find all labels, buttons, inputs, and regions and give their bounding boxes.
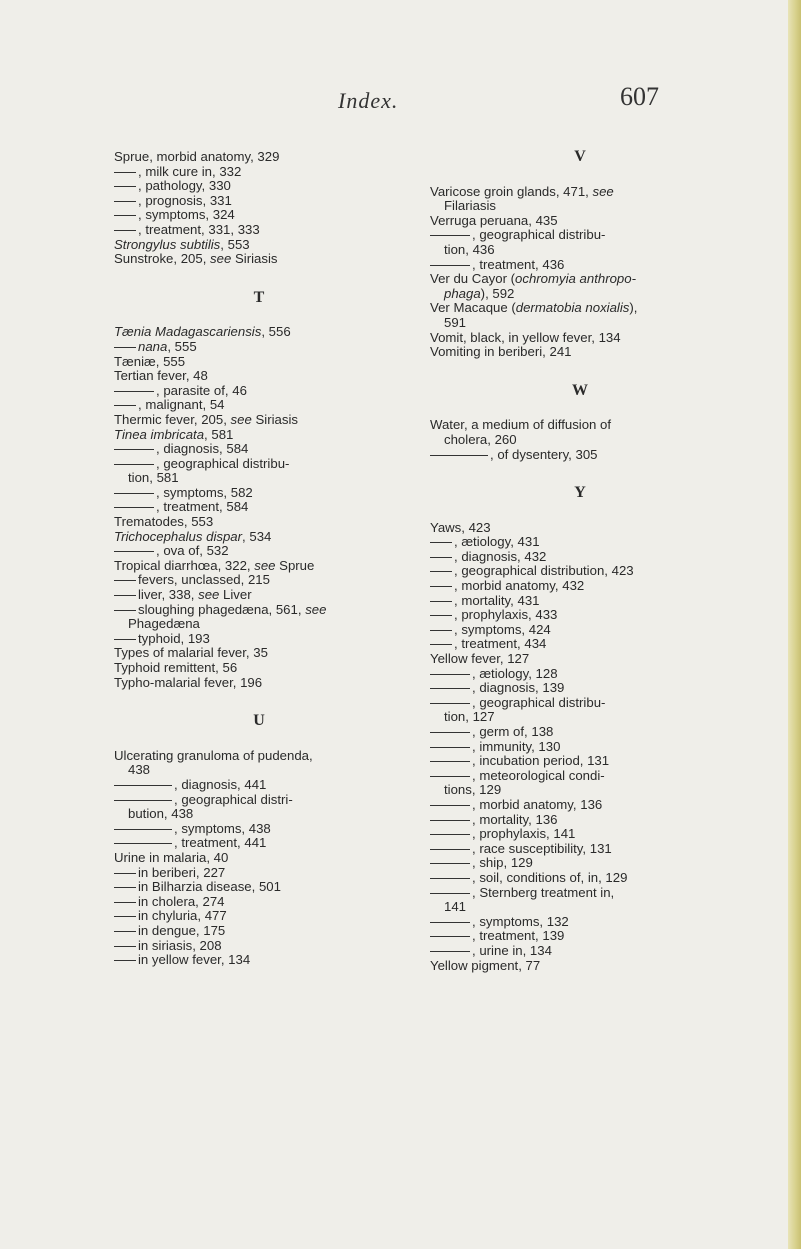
ditto-dash bbox=[114, 916, 136, 917]
ditto-dash bbox=[430, 674, 470, 675]
index-entry bbox=[430, 623, 730, 638]
entry-text: Water, a medium of diffusion of bbox=[430, 417, 612, 433]
ditto-dash bbox=[114, 172, 136, 173]
entry-text: , geographical distri- bbox=[174, 791, 293, 807]
index-entry bbox=[430, 214, 730, 229]
index-entry bbox=[114, 500, 404, 515]
running-header: Index. bbox=[338, 88, 399, 113]
index-entry-continuation bbox=[114, 471, 404, 486]
ditto-dash bbox=[114, 464, 154, 465]
entry-text: in chyluria, 477 bbox=[138, 908, 227, 924]
index-entry bbox=[114, 208, 404, 223]
index-entry bbox=[430, 448, 730, 463]
entry-text: tion, 127 bbox=[444, 709, 495, 725]
entry-text: 141 bbox=[444, 899, 467, 915]
index-entry bbox=[430, 915, 730, 930]
index-entry bbox=[430, 185, 730, 200]
ditto-dash bbox=[114, 186, 136, 187]
index-entry bbox=[430, 754, 730, 769]
ditto-dash bbox=[430, 878, 470, 879]
index-entry bbox=[430, 535, 730, 550]
entry-text: , symptoms, 424 bbox=[454, 621, 551, 637]
ditto-dash bbox=[114, 800, 172, 801]
ditto-dash bbox=[430, 893, 470, 894]
entry-text: , urine in, 134 bbox=[472, 942, 552, 958]
ditto-dash bbox=[430, 455, 488, 456]
entry-text: Ver Macaque ( bbox=[430, 300, 516, 316]
entry-text: , 581 bbox=[204, 426, 234, 442]
entry-text: , symptoms, 438 bbox=[174, 820, 271, 836]
index-entry bbox=[114, 836, 404, 851]
ditto-dash bbox=[114, 493, 154, 494]
index-entry bbox=[430, 521, 730, 536]
entry-text: Thermic fever, 205, bbox=[114, 411, 231, 427]
see-reference: see bbox=[198, 587, 220, 603]
see-reference: see bbox=[592, 183, 614, 199]
index-entry bbox=[114, 749, 404, 764]
index-entry bbox=[430, 652, 730, 667]
ditto-dash bbox=[114, 887, 136, 888]
index-entry-continuation bbox=[114, 807, 404, 822]
ditto-dash bbox=[430, 776, 470, 777]
entry-text: Yellow pigment, 77 bbox=[430, 957, 541, 973]
index-entry bbox=[430, 228, 730, 243]
entry-text: Phagedæna bbox=[128, 616, 200, 632]
entry-text: , prophylaxis, 141 bbox=[472, 826, 576, 842]
ditto-dash bbox=[430, 615, 452, 616]
index-entry bbox=[430, 798, 730, 813]
entry-text-after: ), bbox=[629, 300, 638, 316]
index-entry bbox=[114, 340, 404, 355]
index-entry bbox=[114, 223, 404, 238]
entry-text: , incubation period, 131 bbox=[472, 753, 610, 769]
index-entry bbox=[430, 929, 730, 944]
entry-italic: Tinea imbricata bbox=[114, 426, 205, 442]
entry-text: , race susceptibility, 131 bbox=[472, 840, 612, 856]
index-entry bbox=[430, 725, 730, 740]
index-entry bbox=[114, 909, 404, 924]
entry-text: tion, 436 bbox=[444, 241, 495, 257]
entry-text: , treatment, 331, 333 bbox=[138, 221, 260, 237]
index-entry bbox=[430, 258, 730, 273]
entry-text: in dengue, 175 bbox=[138, 922, 226, 938]
index-entry bbox=[114, 939, 404, 954]
index-entry bbox=[114, 676, 404, 691]
entry-text: typhoid, 193 bbox=[138, 630, 210, 646]
index-entry bbox=[114, 880, 404, 895]
ditto-dash bbox=[430, 571, 452, 572]
entry-text: in Bilharzia disease, 501 bbox=[138, 879, 281, 895]
entry-text: Filariasis bbox=[444, 198, 497, 214]
index-entry bbox=[114, 530, 404, 545]
index-entry bbox=[114, 822, 404, 837]
entry-text: , immunity, 130 bbox=[472, 738, 561, 754]
entry-text: , symptoms, 324 bbox=[138, 207, 235, 223]
index-entry bbox=[430, 594, 730, 609]
entry-text: Tertian fever, 48 bbox=[114, 368, 208, 384]
index-entry bbox=[114, 398, 404, 413]
ditto-dash bbox=[430, 747, 470, 748]
index-entry bbox=[114, 428, 404, 443]
entry-text: 591 bbox=[444, 314, 467, 330]
ditto-dash bbox=[114, 931, 136, 932]
page-number: 607 bbox=[620, 82, 659, 111]
index-entry bbox=[430, 856, 730, 871]
see-reference: see bbox=[230, 411, 252, 427]
index-entry bbox=[114, 603, 404, 618]
entry-text: , morbid anatomy, 432 bbox=[454, 578, 585, 594]
entry-text: Urine in malaria, 40 bbox=[114, 849, 229, 865]
entry-text: tion, 581 bbox=[128, 470, 179, 486]
entry-text: , Sternberg treatment in, bbox=[472, 884, 615, 900]
entry-text: Tæniæ, 555 bbox=[114, 353, 186, 369]
index-entry bbox=[114, 851, 404, 866]
index-entry bbox=[114, 866, 404, 881]
entry-text: , prognosis, 331 bbox=[138, 192, 232, 208]
ditto-dash bbox=[430, 805, 470, 806]
index-entry bbox=[114, 442, 404, 457]
index-entry bbox=[430, 418, 730, 433]
entry-text: , soil, conditions of, in, 129 bbox=[472, 869, 628, 885]
entry-text: , ætiology, 128 bbox=[472, 665, 558, 681]
index-entry bbox=[114, 194, 404, 209]
entry-text: Tropical diarrhœa, 322, bbox=[114, 557, 255, 573]
index-entry bbox=[430, 579, 730, 594]
entry-text: Vomiting in beriberi, 241 bbox=[430, 344, 572, 360]
ditto-dash bbox=[114, 946, 136, 947]
entry-text: , of dysentery, 305 bbox=[490, 446, 598, 462]
index-entry bbox=[430, 608, 730, 623]
index-entry bbox=[114, 413, 404, 428]
ditto-dash bbox=[114, 215, 136, 216]
ditto-dash bbox=[430, 542, 452, 543]
entry-text: , ova of, 532 bbox=[156, 543, 229, 559]
entry-text: in cholera, 274 bbox=[138, 893, 225, 909]
entry-text: , geographical distribu- bbox=[472, 227, 606, 243]
entry-text: 438 bbox=[128, 762, 151, 778]
see-reference: see bbox=[210, 251, 232, 267]
index-entry bbox=[430, 345, 730, 360]
ditto-dash bbox=[430, 235, 470, 236]
index-column-left bbox=[114, 150, 404, 968]
ditto-dash bbox=[114, 829, 172, 830]
ditto-dash bbox=[114, 580, 136, 581]
entry-text: bution, 438 bbox=[128, 806, 194, 822]
entry-italic: Strongylus subtilis bbox=[114, 236, 221, 252]
entry-text: in yellow fever, 134 bbox=[138, 952, 251, 968]
ditto-dash bbox=[114, 960, 136, 961]
entry-text: Typho-malarial fever, 196 bbox=[114, 674, 263, 690]
entry-text-after: Sprue bbox=[275, 557, 315, 573]
index-entry bbox=[430, 871, 730, 886]
ditto-dash bbox=[430, 863, 470, 864]
index-entry-continuation bbox=[114, 617, 404, 632]
index-entry bbox=[114, 793, 404, 808]
entry-text: Sprue, morbid anatomy, 329 bbox=[114, 149, 280, 164]
see-reference: see bbox=[305, 601, 327, 617]
index-entry bbox=[114, 924, 404, 939]
entry-text: tions, 129 bbox=[444, 782, 502, 798]
index-entry bbox=[430, 637, 730, 652]
ditto-dash bbox=[430, 849, 470, 850]
index-entry bbox=[430, 331, 730, 346]
ditto-dash bbox=[114, 201, 136, 202]
entry-text-after: Siriasis bbox=[251, 411, 298, 427]
ditto-dash bbox=[114, 347, 136, 348]
index-entry bbox=[430, 550, 730, 565]
index-entry bbox=[430, 886, 730, 901]
entry-text: Typhoid remittent, 56 bbox=[114, 660, 238, 675]
entry-text: , diagnosis, 584 bbox=[156, 441, 249, 457]
index-entry-continuation bbox=[114, 763, 404, 778]
ditto-dash bbox=[430, 703, 470, 704]
index-entry-continuation bbox=[430, 783, 730, 798]
index-entry bbox=[114, 252, 404, 267]
entry-text: , milk cure in, 332 bbox=[138, 163, 242, 179]
index-entry bbox=[114, 369, 404, 384]
ditto-dash bbox=[430, 630, 452, 631]
entry-text: in beriberi, 227 bbox=[138, 864, 226, 880]
ditto-dash bbox=[430, 586, 452, 587]
ditto-dash bbox=[430, 922, 470, 923]
ditto-dash bbox=[114, 405, 136, 406]
index-entry bbox=[114, 355, 404, 370]
entry-text: , germ of, 138 bbox=[472, 724, 554, 739]
index-entry bbox=[430, 842, 730, 857]
index-entry bbox=[430, 769, 730, 784]
entry-text: , malignant, 54 bbox=[138, 397, 225, 413]
ditto-dash bbox=[430, 557, 452, 558]
index-entry bbox=[430, 681, 730, 696]
ditto-dash bbox=[430, 644, 452, 645]
entry-text: , mortality, 136 bbox=[472, 811, 558, 827]
entry-text: , 555 bbox=[167, 338, 197, 354]
index-entry-continuation bbox=[430, 287, 730, 302]
index-entry bbox=[430, 944, 730, 959]
entry-text: fevers, unclassed, 215 bbox=[138, 572, 270, 588]
ditto-dash bbox=[430, 601, 452, 602]
entry-text: Types of malarial fever, 35 bbox=[114, 645, 268, 661]
index-entry-continuation bbox=[430, 199, 730, 214]
entry-text: , treatment, 584 bbox=[156, 499, 249, 515]
entry-text-after: Liver bbox=[219, 587, 252, 603]
entry-text: , symptoms, 132 bbox=[472, 913, 569, 929]
ditto-dash bbox=[114, 873, 136, 874]
entry-text: Vomit, black, in yellow fever, 134 bbox=[430, 329, 621, 345]
ditto-dash bbox=[430, 732, 470, 733]
index-entry bbox=[430, 813, 730, 828]
index-entry bbox=[114, 165, 404, 180]
ditto-dash bbox=[114, 595, 136, 596]
index-entry bbox=[430, 272, 730, 287]
index-entry bbox=[114, 573, 404, 588]
index-entry bbox=[114, 895, 404, 910]
entry-text: Varicose groin glands, 471, bbox=[430, 183, 593, 199]
section-letter: T bbox=[253, 288, 265, 306]
index-entry-continuation bbox=[430, 710, 730, 725]
ditto-dash bbox=[114, 639, 136, 640]
entry-text: Sunstroke, 205, bbox=[114, 251, 211, 267]
ditto-dash bbox=[114, 449, 154, 450]
index-entry-continuation bbox=[430, 433, 730, 448]
entry-text: , 556 bbox=[261, 324, 291, 340]
ditto-dash bbox=[114, 785, 172, 786]
entry-text: Trematodes, 553 bbox=[114, 514, 214, 530]
ditto-dash bbox=[114, 230, 136, 231]
entry-text: Yellow fever, 127 bbox=[430, 651, 530, 667]
index-entry bbox=[114, 457, 404, 472]
entry-text: , ætiology, 431 bbox=[454, 534, 540, 550]
section-letter: U bbox=[253, 712, 265, 730]
entry-italic: dermatobia noxialis bbox=[515, 300, 630, 316]
index-entry bbox=[430, 696, 730, 711]
entry-text: in siriasis, 208 bbox=[138, 937, 222, 953]
index-entry bbox=[114, 150, 404, 165]
ditto-dash bbox=[430, 936, 470, 937]
entry-text: , diagnosis, 432 bbox=[454, 548, 547, 564]
index-entry bbox=[114, 632, 404, 647]
index-entry bbox=[114, 179, 404, 194]
index-entry bbox=[430, 827, 730, 842]
entry-text: , geographical distribution, 423 bbox=[454, 563, 634, 579]
entry-text: , parasite of, 46 bbox=[156, 382, 247, 398]
ditto-dash bbox=[430, 951, 470, 952]
entry-text: , pathology, 330 bbox=[138, 178, 231, 194]
entry-italic: nana bbox=[138, 338, 168, 354]
entry-text: , diagnosis, 441 bbox=[174, 776, 267, 792]
entry-text: sloughing phagedæna, 561, bbox=[138, 601, 306, 617]
page-edge bbox=[788, 0, 801, 1249]
ditto-dash bbox=[114, 843, 172, 844]
ditto-dash bbox=[114, 391, 154, 392]
entry-text: Yaws, 423 bbox=[430, 519, 491, 535]
ditto-dash bbox=[114, 902, 136, 903]
entry-italic: phaga bbox=[444, 285, 481, 301]
index-entry bbox=[430, 301, 730, 316]
index-entry-continuation bbox=[430, 243, 730, 258]
index-entry bbox=[114, 325, 404, 340]
entry-text: , geographical distribu- bbox=[156, 455, 290, 471]
entry-text: , diagnosis, 139 bbox=[472, 680, 565, 696]
entry-text: , morbid anatomy, 136 bbox=[472, 796, 603, 812]
ditto-dash bbox=[430, 834, 470, 835]
entry-text: , 534 bbox=[242, 528, 272, 544]
ditto-dash bbox=[430, 761, 470, 762]
entry-text: , treatment, 441 bbox=[174, 835, 267, 851]
entry-italic: Trichocephalus dispar bbox=[114, 528, 243, 544]
entry-italic: Tænia Madagascariensis bbox=[114, 324, 262, 340]
entry-italic: ochromyia anthropo- bbox=[515, 271, 636, 287]
index-entry bbox=[430, 959, 730, 974]
index-entry bbox=[114, 544, 404, 559]
entry-text: , symptoms, 582 bbox=[156, 484, 253, 500]
index-entry bbox=[114, 646, 404, 661]
ditto-dash bbox=[114, 610, 136, 611]
ditto-dash bbox=[430, 265, 470, 266]
entry-text: , ship, 129 bbox=[472, 855, 533, 871]
see-reference: see bbox=[254, 557, 276, 573]
entry-text: , treatment, 436 bbox=[472, 256, 565, 272]
index-entry bbox=[114, 384, 404, 399]
entry-text: , mortality, 431 bbox=[454, 592, 540, 608]
entry-text: Verruga peruana, 435 bbox=[430, 212, 558, 228]
index-entry bbox=[114, 588, 404, 603]
index-entry bbox=[114, 515, 404, 530]
entry-text: Ulcerating granuloma of pudenda, bbox=[114, 747, 313, 763]
entry-text: , meteorological condi- bbox=[472, 767, 605, 783]
section-letter: W bbox=[572, 381, 588, 399]
index-entry bbox=[430, 740, 730, 755]
index-entry bbox=[430, 564, 730, 579]
entry-text: , 553 bbox=[220, 236, 250, 252]
ditto-dash bbox=[430, 820, 470, 821]
index-column-right bbox=[430, 150, 730, 973]
entry-text: liver, 338, bbox=[138, 587, 199, 603]
ditto-dash bbox=[114, 551, 154, 552]
index-entry-continuation bbox=[430, 900, 730, 915]
entry-text: ), 592 bbox=[480, 285, 515, 301]
index-entry bbox=[430, 667, 730, 682]
index-entry bbox=[114, 486, 404, 501]
entry-text: , prophylaxis, 433 bbox=[454, 607, 558, 623]
entry-text-after: Siriasis bbox=[231, 251, 278, 267]
entry-text: , treatment, 434 bbox=[454, 636, 547, 652]
index-entry bbox=[114, 559, 404, 574]
entry-text: Ver du Cayor ( bbox=[430, 271, 516, 287]
entry-text: , geographical distribu- bbox=[472, 694, 606, 710]
entry-text: , treatment, 139 bbox=[472, 928, 565, 944]
section-letter: Y bbox=[574, 484, 586, 502]
ditto-dash bbox=[430, 688, 470, 689]
section-letter: V bbox=[574, 148, 586, 165]
index-entry-continuation bbox=[430, 316, 730, 331]
index-entry bbox=[114, 661, 404, 676]
entry-text: cholera, 260 bbox=[444, 431, 517, 447]
index-entry bbox=[114, 238, 404, 253]
index-entry bbox=[114, 953, 404, 968]
index-entry bbox=[114, 778, 404, 793]
ditto-dash bbox=[114, 507, 154, 508]
